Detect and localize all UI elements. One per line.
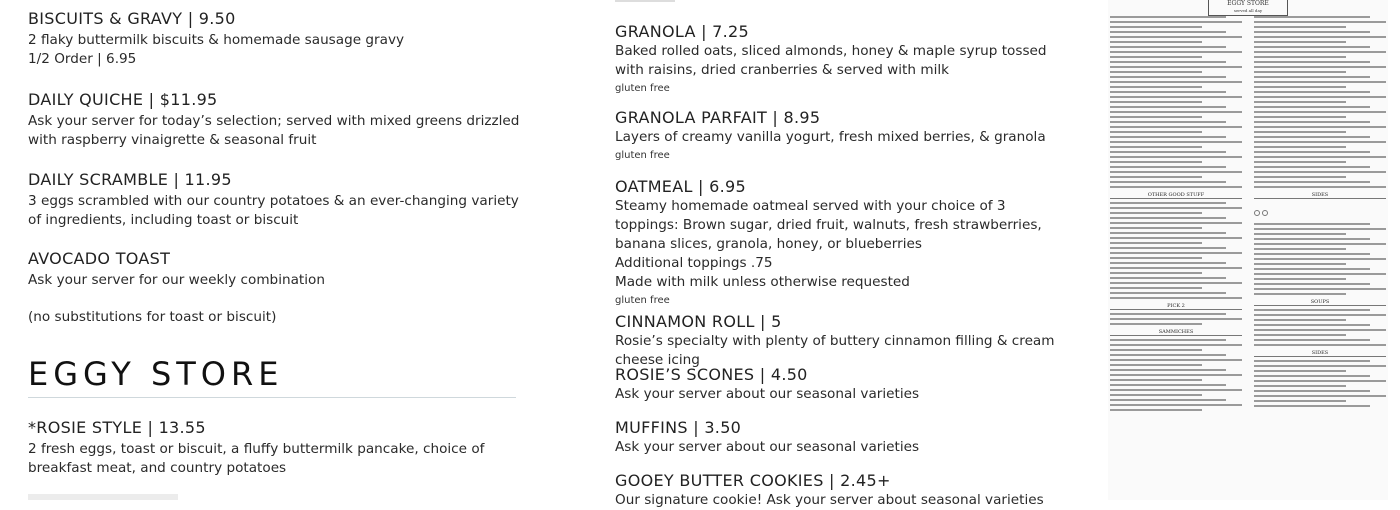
item-description: Our signature cookie! Ask your server about seasonal varieties [615, 492, 1044, 508]
item-extra: Made with milk unless otherwise requested [615, 274, 910, 290]
item-title: GRANOLA | 7.25 [615, 22, 749, 41]
item-description: Ask your server about our seasonal varieties [615, 386, 920, 402]
item-title: *ROSIE STYLE | 13.55 [28, 418, 206, 437]
menu-item [28, 90, 520, 150]
menu-item [28, 9, 520, 69]
item-title: OATMEAL | 6.95 [615, 177, 746, 196]
item-description: 2 flaky buttermilk biscuits & homemade sausage gravy [28, 32, 405, 48]
dietary-note: gluten free [615, 295, 670, 306]
item-title: AVOCADO TOAST [28, 249, 171, 268]
thumbnail-title: EGGY STORE [1227, 0, 1269, 7]
dietary-note: gluten free [615, 83, 670, 94]
item-description: Layers of creamy vanilla yogurt, fresh mixed berries, & granola [615, 129, 1046, 145]
thumbnail-heading: SIDES [1254, 192, 1386, 199]
menu-item [615, 108, 1055, 161]
item-title: DAILY SCRAMBLE | 11.95 [28, 170, 232, 189]
item-extra: Additional toppings .75 [615, 255, 773, 271]
thumbnail-heading: PICK 2 [1110, 303, 1242, 310]
item-title: CINNAMON ROLL | 5 [615, 312, 782, 331]
thumbnail-subtitle: served all day [1233, 8, 1263, 13]
item-description: Rosie’s specialty with plenty of buttery cinnamon filling & cream cheese icing [615, 333, 1055, 368]
menu-item [615, 365, 1055, 404]
item-title: MUFFINS | 3.50 [615, 418, 742, 437]
menu-item [615, 22, 1055, 94]
dietary-note: gluten free [615, 150, 670, 161]
item-title: ROSIE’S SCONES | 4.50 [615, 365, 808, 384]
menu-item [615, 471, 1055, 510]
menu-item [28, 170, 520, 230]
menu-thumbnail-image[interactable] [1108, 0, 1388, 500]
menu-item [615, 312, 1055, 370]
thumbnail-heading: OTHER GOOD STUFF [1110, 192, 1242, 199]
menu-item [28, 418, 520, 478]
thumbnail-heading: SIDES [1254, 350, 1386, 357]
item-description: Steamy homemade oatmeal served with your choice of 3 toppings: Brown sugar, dried fruit, walnuts, fresh strawberries, banana slices, granola, honey, or blueberries [615, 198, 1042, 252]
thumbnail-heading: SAMMICHES [1110, 329, 1242, 336]
item-description: 2 fresh eggs, toast or biscuit, a fluffy buttermilk pancake, choice of breakfast meat, and country potatoes [28, 441, 485, 476]
cropped-text-fragment [615, 0, 675, 2]
menu-item [28, 249, 520, 327]
item-title: GOOEY BUTTER COOKIES | 2.45+ [615, 471, 891, 490]
section-title: EGGY STORE [28, 355, 284, 393]
menu-item [615, 418, 1055, 457]
item-description: Baked rolled oats, sliced almonds, honey & maple syrup tossed with raisins, dried cranberries & served with milk [615, 43, 1047, 78]
section-divider [28, 397, 516, 398]
item-title: DAILY QUICHE | $11.95 [28, 90, 218, 109]
item-description: Ask your server about our seasonal varieties [615, 439, 920, 455]
item-title: BISCUITS & GRAVY | 9.50 [28, 9, 236, 28]
item-description: 3 eggs scrambled with our country potatoes & an ever-changing variety of ingredients, including toast or biscuit [28, 193, 519, 228]
thumbnail-right-column [1254, 13, 1386, 410]
item-description: Ask your server for today’s selection; served with mixed greens drizzled with raspberry vinaigrette & seasonal fruit [28, 113, 520, 148]
item-title: GRANOLA PARFAIT | 8.95 [615, 108, 821, 127]
menu-item [615, 177, 1055, 306]
item-extra: (no substitutions for toast or biscuit) [28, 309, 277, 325]
next-item-fragment [28, 494, 178, 500]
item-description: Ask your server for our weekly combination [28, 272, 325, 288]
item-extra: 1/2 Order | 6.95 [28, 51, 137, 67]
thumbnail-left-column [1110, 13, 1242, 414]
thumbnail-heading: SOUPS [1254, 299, 1386, 306]
